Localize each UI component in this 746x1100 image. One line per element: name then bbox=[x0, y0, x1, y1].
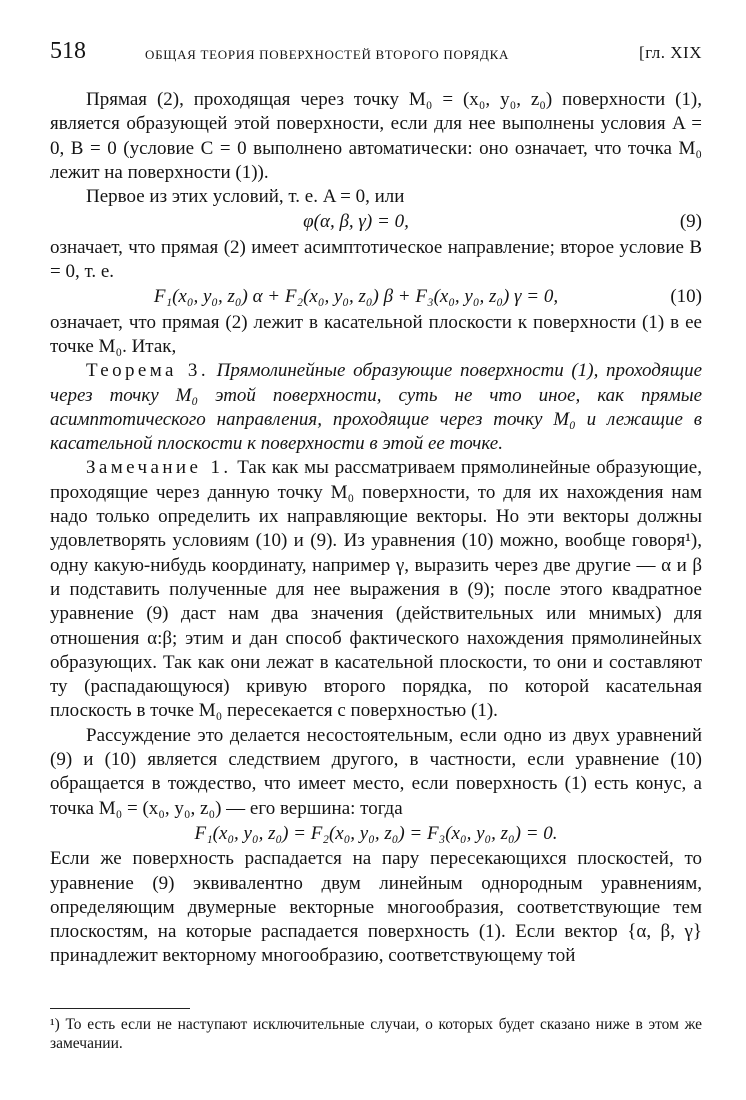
footnote bbox=[50, 1008, 702, 1053]
paragraph-line-generator-condition: Прямая (2), проходящая через точку M₀ = (x₀, y₀, z₀) поверхности (1), является образующей этой поверхности, если для нее выполнены условия A = 0, B = 0 (условие C = 0 выполнено автоматически: оно означает, что точка M₀ лежит на поверхности (1)). bbox=[50, 89, 702, 183]
paragraph-plane-pair: Если же поверхность распадается на пару пересекающихся плоскостей, то уравнение (9) эквивалентно двум линейным однородным уравнениям, определяющим двумерные векторные многообразия, соответствующие тем плоскостям, на которые распадается поверхность (1). Если вектор {α, β, γ} принадлежит векторному многообразию, соответствующему той bbox=[50, 848, 702, 967]
equation-9 bbox=[50, 210, 702, 234]
paragraph-tangent-plane: означает, что прямая (2) лежит в касательной плоскости к поверхности (1) в ее точке M₀. Итак, bbox=[50, 311, 702, 357]
footnote-rule bbox=[50, 1008, 190, 1009]
running-title: ОБЩАЯ ТЕОРИЯ ПОВЕРХНОСТЕЙ ВТОРОГО ПОРЯДКА bbox=[145, 47, 510, 62]
theorem-label: Теорема 3. bbox=[86, 360, 209, 382]
paragraph-degenerate-case: Рассуждение это делается несостоятельным, если одно из двух уравнений (9) и (10) является следствием другого, в частности, если уравнение (10) обращается в тождество, что имеет место, если поверхность (1) есть конус, а точка M₀ = (x₀, y₀, z₀) — его вершина: тогда bbox=[50, 724, 702, 819]
equation-10-number: (10) bbox=[670, 286, 702, 308]
equation-9-formula: φ(α, β, γ) = 0, bbox=[303, 211, 409, 233]
equation-cone-vertex bbox=[50, 822, 702, 846]
paragraph-asymptotic-direction: означает, что прямая (2) имеет асимптотическое направление; второе условие B = 0, т. е. bbox=[50, 236, 702, 283]
theorem-3 bbox=[50, 359, 702, 456]
paragraph-first-condition: Первое из этих условий, т. е. A = 0, или bbox=[86, 186, 405, 208]
equation-10-formula: F₁(x₀, y₀, z₀) α + F₂(x₀, y₀, z₀) β + F₃(x₀, y₀, z₀) γ = 0, bbox=[153, 286, 559, 308]
remark-1 bbox=[50, 456, 702, 723]
page-header bbox=[50, 38, 702, 78]
equation-9-number: (9) bbox=[679, 211, 702, 233]
page-body bbox=[50, 88, 702, 969]
page-number: 518 bbox=[50, 38, 86, 64]
chapter-label: [гл. XIX bbox=[639, 43, 702, 62]
footnote-text: ¹) То есть если не наступают исключительные случаи, о которых будет сказано ниже в этом же замечании. bbox=[50, 1016, 702, 1052]
equation-cone-formula: F₁(x₀, y₀, z₀) = F₂(x₀, y₀, z₀) = F₃(x₀, y₀, z₀) = 0. bbox=[194, 822, 558, 844]
theorem-text: Прямолинейные образующие поверхности (1), проходящие через точку M₀ этой поверхности, суть не что иное, как прямые асимптотического направления, проходящие через точку M₀ и лежащие в касательной плоскости к поверхности в этой ее точке. bbox=[50, 360, 703, 455]
remark-text: Так как мы рассматриваем прямолинейные образующие, проходящие через данную точку M₀ поверхности, то для их нахождения нам надо только определить их направляющие векторы. Но эти векторы должны удовлетворять условиям (10) и (9). Из уравнения (10) можно, вообще говоря¹), одну какую-нибудь координату, например γ, выразить через две другие — α и β и подставить полученные для нее выражения в (9); после этого квадратное уравнение (9) даст нам два значения (действительных или мнимых) для отношения α:β; этим и дан способ фактического нахождения прямолинейных образующих. Так как они лежат в касательной плоскости, то они и составляют ту (распадающуюся) кривую второго порядка, по которой касательная плоскость в точке M₀ пересекается с поверхностью (1). bbox=[50, 457, 702, 722]
equation-10 bbox=[50, 285, 702, 309]
remark-label: Замечание 1. bbox=[86, 457, 232, 479]
